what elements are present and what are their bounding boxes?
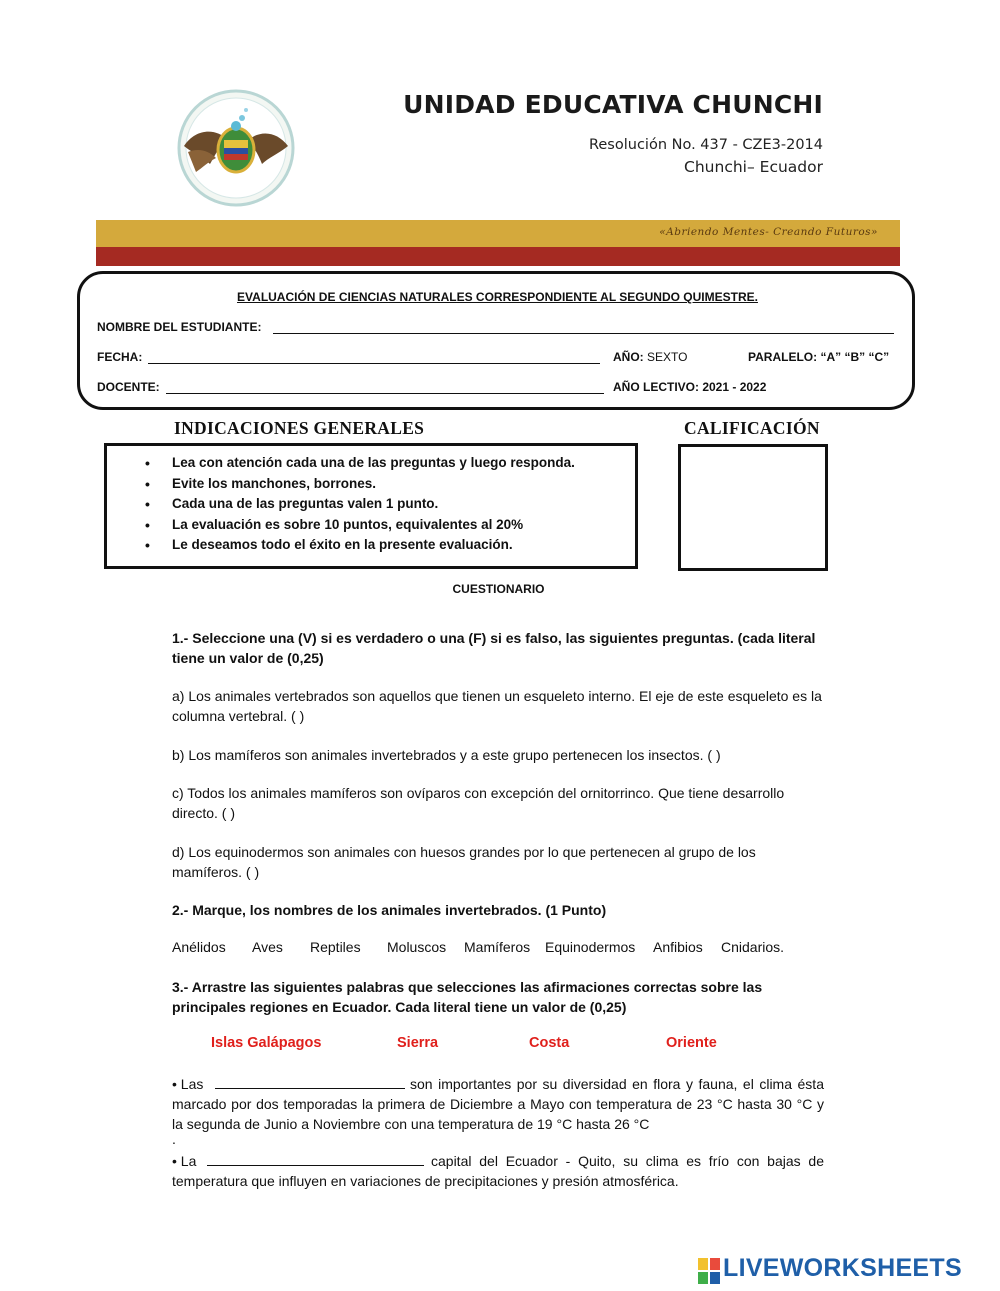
drag-word-sierra[interactable]: Sierra <box>397 1035 439 1051</box>
option-reptiles[interactable]: Reptiles <box>310 939 361 955</box>
questionnaire-title: CUESTIONARIO <box>452 582 545 596</box>
evaluation-title: EVALUACIÓN DE CIENCIAS NATURALES CORRESPONDIENTE AL SEGUNDO QUIMESTRE. <box>237 290 758 304</box>
year-label-text: AÑO: <box>613 350 644 364</box>
grade-box <box>678 444 828 571</box>
indication-item: • Le deseamos todo el éxito en la presente evaluación. <box>145 535 625 556</box>
liveworksheets-brand: LIVEWORKSHEETS <box>723 1254 962 1282</box>
question-1-item-d[interactable]: d) Los equinodermos son animales con huesos grandes por lo que pertenecen al grupo de los mamíferos. ( ) <box>172 844 756 880</box>
statement-2-prefix: • La <box>172 1153 197 1169</box>
grade-title: CALIFICACIÓN <box>684 418 820 438</box>
question-1-prompt: 1.- Seleccione una (V) si es verdadero o una (F) si es falso, las siguientes preguntas. (cada literal tiene un valor de (0,25) <box>172 630 816 666</box>
question-3-prompt: 3.- Arrastre las siguientes palabras que selecciones las afirmaciones correctas sobre las principales regiones en Ecuador. Cada literal tiene un valor de (0,25) <box>172 979 763 1015</box>
statement-1-prefix: • Las <box>172 1076 204 1092</box>
option-mamiferos[interactable]: Mamíferos <box>464 939 531 955</box>
option-anelidos[interactable]: Anélidos <box>172 939 226 955</box>
student-name-label: NOMBRE DEL ESTUDIANTE: <box>97 320 262 334</box>
option-aves[interactable]: Aves <box>252 939 283 955</box>
question-2-prompt: 2.- Marque, los nombres de los animales invertebrados. (1 Punto) <box>172 902 607 918</box>
statement-1-text: son importantes por su diversidad en flora y fauna, el clima ésta marcado por dos temporadas la primera de Diciembre a Mayo con temperatura de 23 °C hasta 30 °C y la segunda de Junio a Noviembre con una temperatura de 19 °C hasta 26 °C <box>172 1076 824 1132</box>
liveworksheets-icon <box>698 1258 720 1284</box>
drag-word-oriente[interactable]: Oriente <box>666 1035 717 1051</box>
question-1-item-a[interactable]: a) Los animales vertebrados son aquellos que tienen un esqueleto interno. El eje de este esqueleto es la columna vertebral. ( ) <box>172 688 822 724</box>
header-band-red <box>96 247 900 266</box>
school-location: Chunchi– Ecuador <box>684 158 823 176</box>
date-label: FECHA: <box>97 350 143 364</box>
teacher-field[interactable] <box>166 393 604 394</box>
statement-separator-dot: . <box>172 1131 176 1147</box>
indication-item: • Evite los manchones, borrones. <box>145 474 625 495</box>
statement-2-text: capital del Ecuador - Quito, su clima es frío con bajas de temperatura que influyen en variaciones de precipitaciones y presión atmosférica. <box>172 1153 824 1189</box>
school-year-label: AÑO LECTIVO: 2021 - 2022 <box>613 380 767 394</box>
indication-item: • Lea con atención cada una de las preguntas y luego responda. <box>145 453 625 474</box>
indications-title: INDICACIONES GENERALES <box>174 418 425 438</box>
indication-item: • Cada una de las preguntas valen 1 punto. <box>145 494 625 515</box>
question-1-item-c[interactable]: c) Todos los animales mamíferos son ovíparos con excepción del ornitorrinco. Que tiene desarrollo directo. ( ) <box>172 785 785 821</box>
option-anfibios[interactable]: Anfibios <box>653 939 703 955</box>
resolution-number: Resolución No. 437 - CZE3-2014 <box>588 137 823 153</box>
option-cnidarios[interactable]: Cnidarios. <box>721 939 785 955</box>
parallel-label: PARALELO: “A” “B” “C” <box>748 350 890 364</box>
indication-item: • La evaluación es sobre 10 puntos, equivalentes al 20% <box>145 515 625 536</box>
option-moluscos[interactable]: Moluscos <box>387 939 447 955</box>
drag-word-islas-galapagos[interactable]: Islas Galápagos <box>211 1035 322 1051</box>
option-equinodermos[interactable]: Equinodermos <box>545 939 636 955</box>
question-1-item-b[interactable]: b) Los mamíferos son animales invertebrados y a este grupo pertenecen los insectos. ( ) <box>172 747 721 763</box>
indications-list <box>145 453 625 556</box>
school-seal-logo <box>176 88 296 208</box>
school-name: UNIDAD EDUCATIVA CHUNCHI <box>403 90 823 119</box>
year-value: SEXTO <box>647 350 688 364</box>
drag-word-costa[interactable]: Costa <box>529 1035 570 1051</box>
teacher-label: DOCENTE: <box>97 380 160 394</box>
student-name-field[interactable] <box>273 333 894 334</box>
school-motto: «Abriendo Mentes- Creando Futuros» <box>659 226 878 238</box>
year-label <box>613 350 687 364</box>
date-field[interactable] <box>148 363 600 364</box>
